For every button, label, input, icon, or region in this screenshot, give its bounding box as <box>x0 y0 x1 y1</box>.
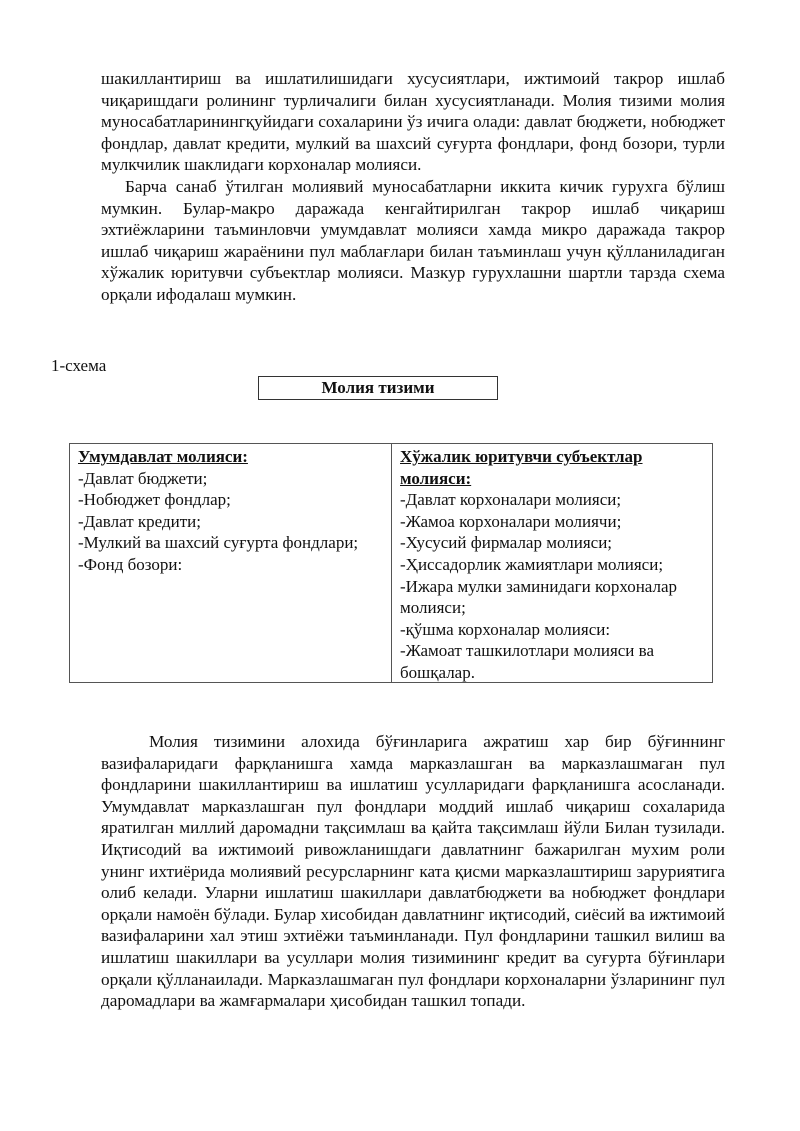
list-item: -Давлат бюджети; <box>78 468 208 488</box>
list-item: -Нобюджет фондлар; <box>78 490 231 510</box>
list-item: -Мулкий ва шахсий суғурта фондлари; <box>78 533 359 553</box>
list-item: -Ижара мулки заминидаги корхоналар молияси; <box>400 576 678 618</box>
list-item: -Ҳиссадорлик жамиятлари молияси; <box>400 554 664 574</box>
list-item: -Фонд бозори: <box>78 554 183 574</box>
body-text <box>101 731 725 1012</box>
paragraph-2: Барча санаб ўтилган молиявий муносабатларни иккита кичик гурухга бўлиш мумкин. Булар-макро даражада кенгайтирилган такрор ишлаб чиқариш эхтиёжларини таъминловчи умумдавлат молияси хамда микро даражада такрор ишлаб чиқариш жараёнини пул маблағлари билан таъминлаш учун қўлланиладиган хўжалик юритувчи субъектлар молияси. Мазкур гурухлашни шартли тарзда схема орқали ифодалаш мумкин. <box>101 176 725 304</box>
scheme-table <box>69 443 713 683</box>
list-item: -Хусусий фирмалар молияси; <box>400 533 613 553</box>
list-item: -Жамоа корхоналари молиячи; <box>400 511 622 531</box>
paragraph-3: Молия тизимини алохида бўғинларига ажратиш хар бир бўғиннинг вазифаларидаги фарқланишга хамда марказлашган ва марказлашмаган пул фондларини шакиллантириш ва ишлатиш усулларидаги фарқланишга асосланади. Умумдавлат марказлашган пул фондлари моддий ишлаб чиқариш сохаларида яратилган миллий даромадни тақсимлаш ва қайта тақсимлаш йўли Билан тузилади. Иқтисодий ва ижтимоий ривожланишдаги давлатнинг бажарилган мухим роли унинг ихтиёрида молиявий ресурсларнинг ката қисми марказлаштириш заруриятига олиб келади. Уларни ишлатиш шакиллари давлатбюджети ва нобюджет фондлари орқали намоён бўлади. Булар хисобидан давлатнинг иқтисодий, сиёсий ва ижтимоий вазифаларини хал этиш эхтиёжи таъминланади. Пул фондларини ташкил вилиш ва ишлатиш шакиллари ва усуллари молия тизимининг кредит ва суғурта бўғинлари орқали қўлланаилади. Марказлашмаган пул фондлари корхоналарни ўзларининг пул даромадлари ва жамғармалари ҳисобидан ташкил топади. <box>101 732 725 1011</box>
general-finance-heading: Умумдавлат молияси: <box>78 447 248 466</box>
list-item: -Жамоат ташкилотлари молияси ва бошқалар. <box>400 641 655 682</box>
enterprise-finance-column <box>392 444 712 682</box>
scheme-title: Молия тизими <box>258 376 498 400</box>
enterprise-finance-heading: Хўжалик юритувчи субъектлар молияси: <box>400 447 643 488</box>
paragraph-1: шакиллантириш ва ишлатилишидаги хусусиятлари, ижтимоий такрор ишлаб чиқаришдаги ролининг турличалиги билан хусусиятланади. Молия тизими молия муносабатларинингқуйидаги сохаларини ўз ичига олади: давлат бюджети, нобюджет фондлар, давлат кредити, мулкий ва шахсий суғурта фондлари, фонд бозори, турли мулкчилик шаклидаги корхоналар молияси. <box>101 69 725 175</box>
list-item: -Давлат кредити; <box>78 511 201 531</box>
list-item: -Давлат корхоналари молияси; <box>400 490 622 510</box>
general-finance-column <box>70 444 392 682</box>
list-item: -қўшма корхоналар молияси: <box>400 619 611 639</box>
intro-text <box>101 68 725 306</box>
scheme-label: 1-схема <box>51 356 107 375</box>
